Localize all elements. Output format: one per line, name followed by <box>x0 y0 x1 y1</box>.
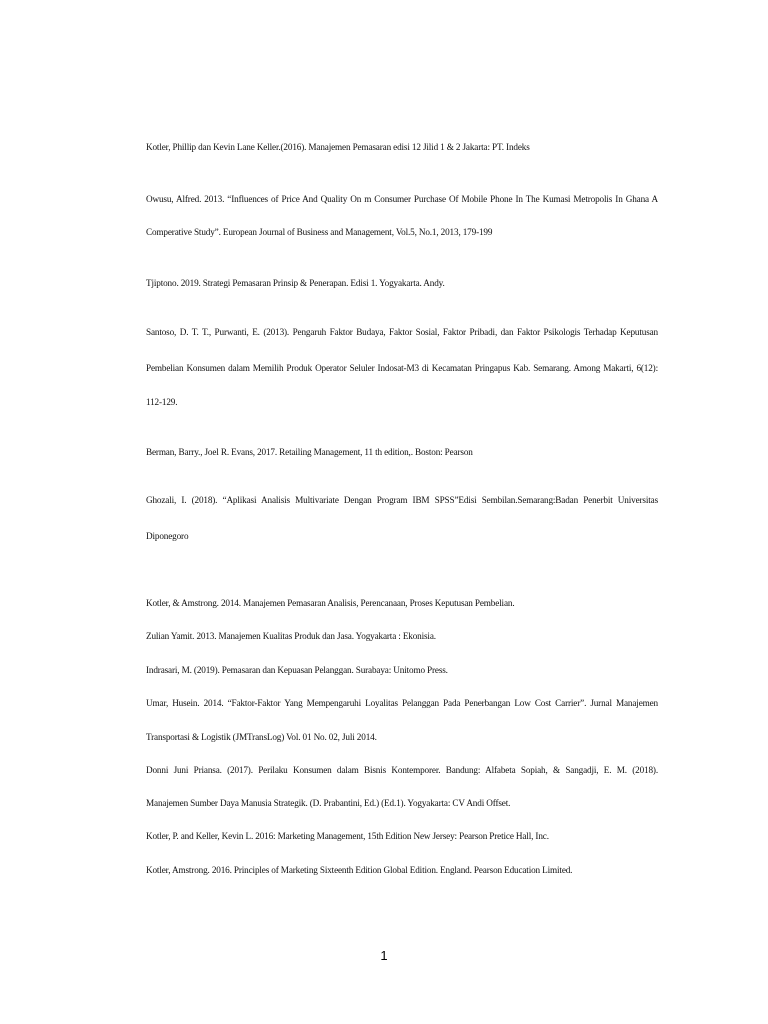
reference-line: Diponegoro <box>146 531 189 541</box>
reference-line: Kotler, Amstrong. 2016. Principles of Marketing Sixteenth Edition Global Edition. England. Pearson Education Limited. <box>146 865 573 875</box>
reference-line: Kotler, & Amstrong. 2014. Manajemen Pemasaran Analisis, Perencanaan, Proses Keputusan Pembelian. <box>146 598 515 608</box>
reference-line: Kotler, Phillip dan Kevin Lane Keller.(2016). Manajemen Pemasaran edisi 12 Jilid 1 & 2 Jakarta: PT. Indeks <box>146 142 530 152</box>
reference-line: Manajemen Sumber Daya Manusia Strategik. (D. Prabantini, Ed.) (Ed.1). Yogyakarta: CV Andi Offset. <box>146 798 511 808</box>
reference-line: Zulian Yamit. 2013. Manajemen Kualitas Produk dan Jasa. Yogyakarta : Ekonisia. <box>146 631 436 641</box>
reference-line: Umar, Husein. 2014. “Faktor-Faktor Yang Mempengaruhi Loyalitas Pelanggan Pada Penerbangan Low Cost Carrier”. Jurnal Manajemen <box>146 698 658 708</box>
reference-line: Tjiptono. 2019. Strategi Pemasaran Prinsip & Penerapan. Edisi 1. Yogyakarta. Andy. <box>146 278 445 288</box>
reference-line: Berman, Barry., Joel R. Evans, 2017. Retailing Management, 11 th edition,. Boston: Pearson <box>146 447 473 457</box>
reference-line: 112-129. <box>146 397 178 407</box>
reference-line: Owusu, Alfred. 2013. “Influences of Price And Quality On m Consumer Purchase Of Mobile Phone In The Kumasi Metropolis In Ghana A <box>146 194 658 204</box>
reference-line: Ghozali, I. (2018). “Aplikasi Analisis Multivariate Dengan Program IBM SPSS”Edisi Sembilan.Semarang:Badan Penerbit Universitas <box>146 495 658 505</box>
reference-line: Santoso, D. T. T., Purwanti, E. (2013). Pengaruh Faktor Budaya, Faktor Sosial, Faktor Pribadi, dan Faktor Psikologis Terhadap Keputusan <box>146 327 658 337</box>
reference-line: Kotler, P. and Keller, Kevin L. 2016: Marketing Management, 15th Edition New Jersey: Pearson Pretice Hall, Inc. <box>146 831 549 841</box>
reference-line: Transportasi & Logistik (JMTransLog) Vol. 01 No. 02, Juli 2014. <box>146 732 377 742</box>
reference-line: Pembelian Konsumen dalam Memilih Produk Operator Seluler Indosat-M3 di Kecamatan Pringapus Kab. Semarang. Among Makarti, 6(12): <box>146 363 658 373</box>
reference-line: Comperative Study”. European Journal of Business and Management, Vol.5, No.1, 2013, 179-199 <box>146 227 493 237</box>
page-number: 1 <box>380 948 388 963</box>
reference-line: Indrasari, M. (2019). Pemasaran dan Kepuasan Pelanggan. Surabaya: Unitomo Press. <box>146 665 448 675</box>
reference-line: Donni Juni Priansa. (2017). Perilaku Konsumen dalam Bisnis Kontemporer. Bandung: Alfabeta Sopiah, & Sangadji, E. M. (2018). <box>146 765 658 775</box>
